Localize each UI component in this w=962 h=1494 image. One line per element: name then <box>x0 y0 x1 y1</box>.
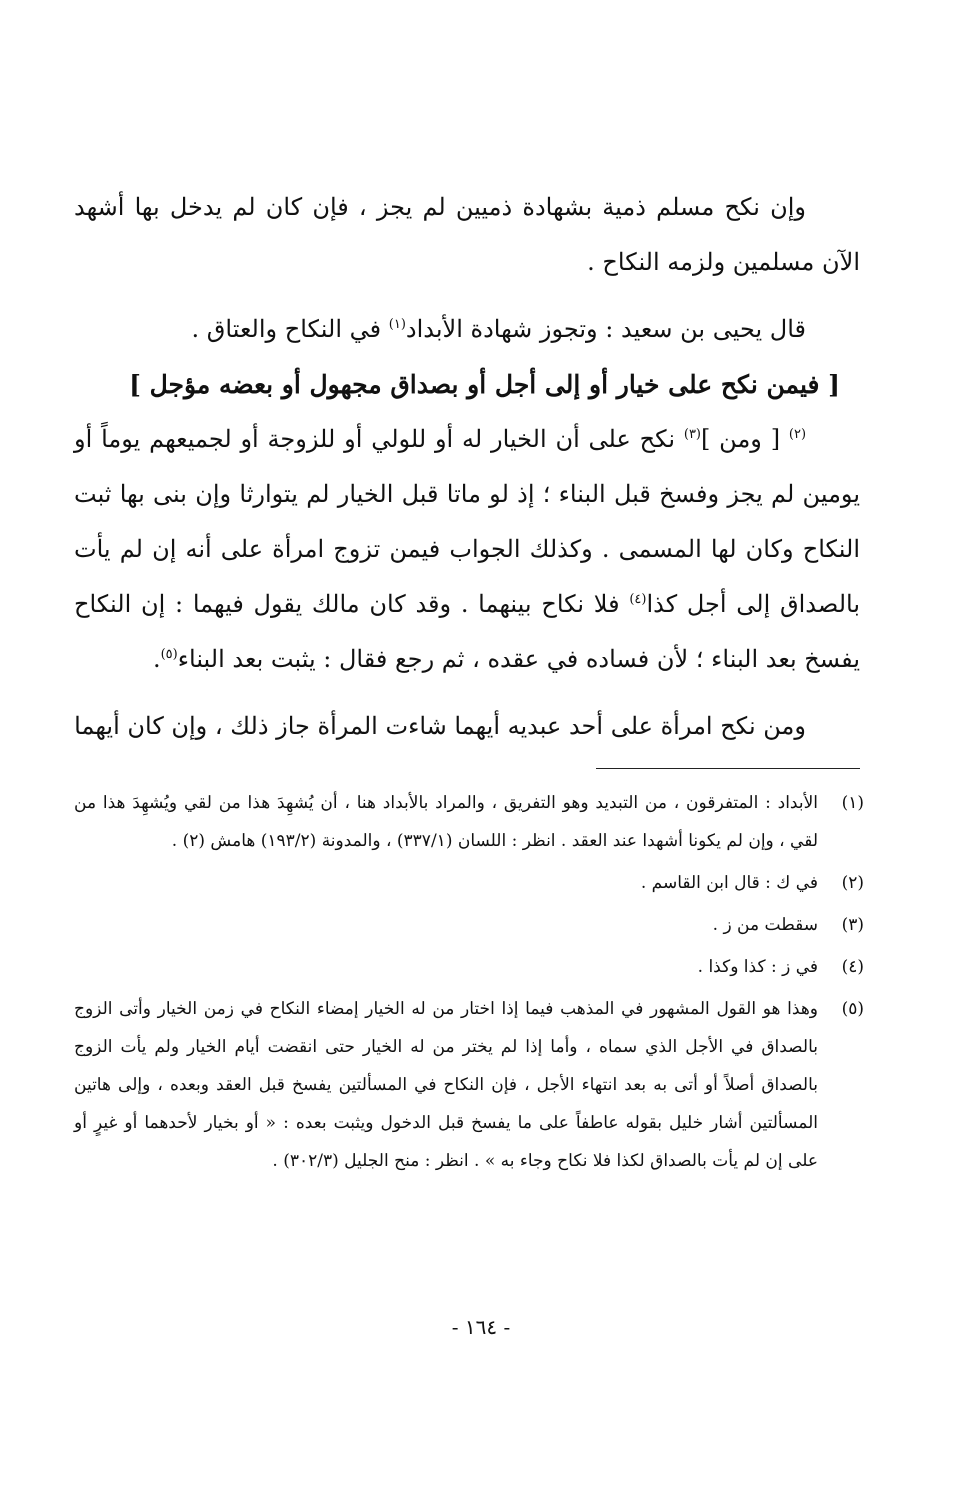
page-number: - ١٦٤ - <box>451 1315 511 1339</box>
footnote-number: (٢) <box>841 873 864 893</box>
footnote-number: (٥) <box>841 999 864 1019</box>
main-text <box>74 180 860 754</box>
paragraph-2-text: قال يحيى بن سعيد : وتجوز شهادة الأبداد <box>405 315 806 343</box>
paragraph-4: ومن نكح امرأة على أحد عبديه أيهما شاءت المرأة جاز ذلك ، وإن كان أيهما <box>74 712 806 740</box>
footnote-text: في ز : كذا وكذا . <box>697 957 818 977</box>
footnote-ref-3: (٣) <box>683 427 701 442</box>
paragraph-2-tail: في النكاح والعتاق . <box>191 315 389 343</box>
footnote-2 <box>74 864 864 902</box>
footnote-text: في ك : قال ابن القاسم . <box>640 873 818 893</box>
footnote-4 <box>74 948 864 986</box>
footnotes <box>74 784 864 1184</box>
footnote-5 <box>74 990 864 1180</box>
footnote-ref-5: (٥) <box>160 647 178 662</box>
paragraph-2 <box>74 302 860 357</box>
paragraph-3 <box>74 412 860 687</box>
footnote-text: الأبداد : المتفرقون ، من التبديد وهو التفريق ، والمراد بالأبداد هنا ، أن يُشهِدَ هذا من لقي ويُشهِدَ هذا من لقي ، وإن لم يكونا أشهدا عند العقد . انظر : اللسان (٣٣٧/١) ، والمدونة (١٩٣/٢) هامش (٢) . <box>74 793 818 851</box>
footnote-divider <box>596 768 860 769</box>
footnote-text: سقطت من ز . <box>712 915 818 935</box>
paragraph-1: وإن نكح مسلم ذمية بشهادة ذميين لم يجز ، فإن كان لم يدخل بها أشهد الآن مسلمين ولزمه النكاح . <box>74 193 860 276</box>
paragraph-3-end: . <box>152 645 161 673</box>
footnote-ref-4: (٤) <box>629 592 647 607</box>
paragraph-3-part-a: نكح على أن الخيار له أو للولي أو للزوجة أو لجميعهم يوماً أو يومين لم يجز وفسخ قبل البناء ؛ إذ لو ماتا قبل الخيار لم يتوارثا وإن بنى بها ثبت النكاح وكان لها المسمى . وكذلك الجواب فيمن تزوج امرأة على أنه إن لم يأت بالصداق إلى أجل كذا <box>74 425 860 618</box>
footnote-number: (١) <box>841 793 864 813</box>
footnote-3 <box>74 906 864 944</box>
footnote-ref-1: (١) <box>388 317 406 332</box>
paragraph-3-bracket: [ ومن ] <box>701 425 789 453</box>
footnote-number: (٣) <box>841 915 864 935</box>
footnote-text: وهذا هو القول المشهور في المذهب فيما إذا اختار من له الخيار إمضاء النكاح في زمن الخيار وأتى الزوج بالصداق في الأجل الذي سماه ، وأما إذا لم يختر من له الخيار حتى انقضت أيام الخيار ولم يأت الزوج بالصداق أصلاً أو أتى به بعد انتهاء الأجل ، فإن النكاح في المسألتين يفسخ قبل العقد وبعده ، وإلى هاتين المسألتين أشار خليل بقوله عاطفاً على ما يفسخ قبل الدخول ويثبت بعده : « أو بخيار لأحدهما أو غيرٍ أو على إن لم يأت بالصداق لكذا فلا نكاح وجاء به » . انظر : منح الجليل (٣٠٢/٣) . <box>74 999 818 1171</box>
paragraph-3-part-b: فلا نكاح بينهما . وقد كان مالك يقول فيهما : إن النكاح يفسخ بعد البناء ؛ لأن فساده في عقده ، ثم رجع فقال : يثبت بعد البناء <box>74 590 860 673</box>
section-heading: [ فيمن نكح على خيار أو إلى أجل أو بصداق مجهول أو بعضه مؤجل ] <box>129 370 840 399</box>
footnote-1 <box>74 784 864 860</box>
footnote-number: (٤) <box>841 957 864 977</box>
footnote-ref-2: (٢) <box>788 427 807 442</box>
